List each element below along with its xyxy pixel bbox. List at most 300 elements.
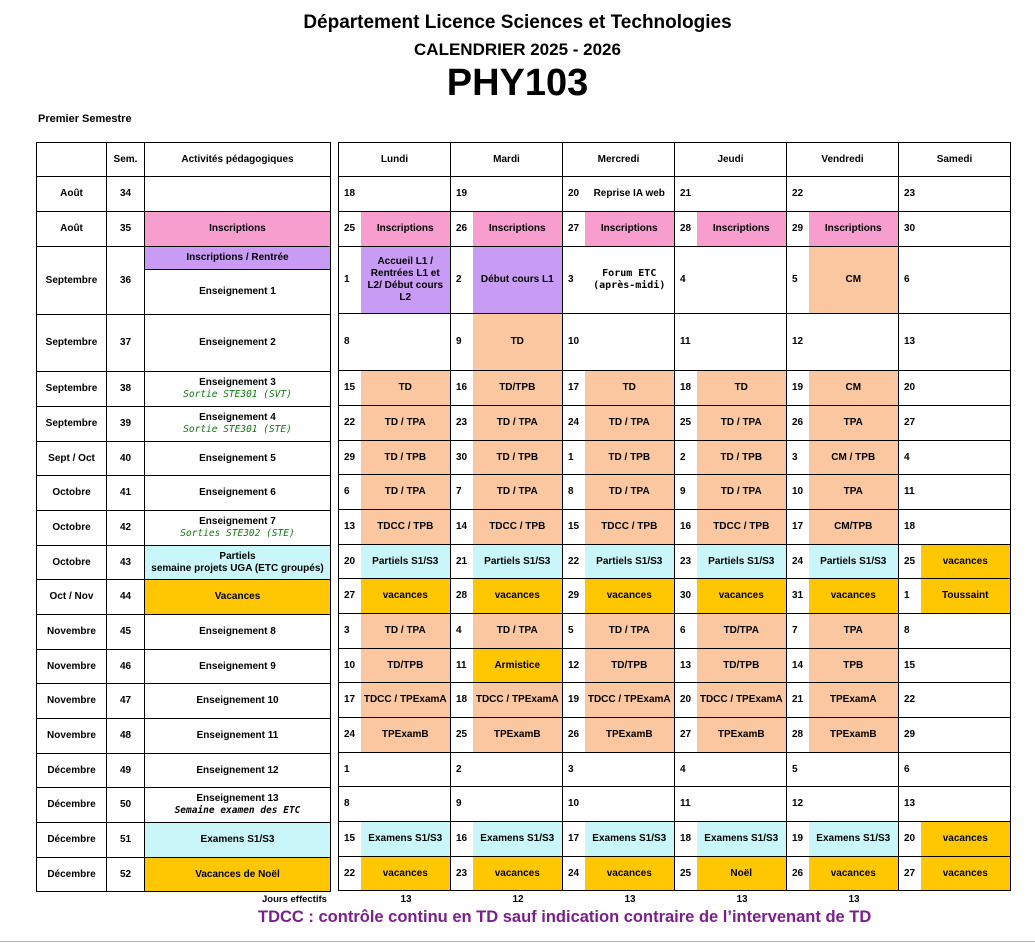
activity-cell	[145, 684, 331, 719]
date-number: 21	[675, 177, 697, 212]
activity-exam-note: Semaine examen des ETC	[174, 805, 301, 817]
date-number: 29	[339, 441, 361, 475]
jours-effectifs-label: Jours effectifs	[262, 894, 327, 905]
day-activity-mardi: TD	[473, 314, 563, 371]
activity-cell	[145, 372, 331, 407]
day-activity-mardi	[473, 787, 563, 822]
date-number: 13	[675, 649, 697, 683]
date-number: 28	[451, 579, 473, 614]
activity-label: Enseignement 3	[199, 377, 276, 389]
activities-header: Activités pédagogiques	[145, 143, 331, 177]
date-number: 16	[451, 822, 473, 857]
date-number: 28	[787, 718, 809, 753]
day-activity-mardi	[473, 753, 563, 787]
jours-effectifs-vendredi: 13	[848, 894, 860, 905]
day-activity-mercredi: TPExamB	[585, 718, 675, 753]
day-activity-jeudi: TD/TPB	[697, 649, 787, 683]
date-number: 26	[787, 857, 809, 891]
date-number: 4	[675, 753, 697, 787]
week-row	[37, 719, 331, 754]
day-activity-jeudi: TDCC / TPB	[697, 510, 787, 545]
activity-cell	[145, 315, 331, 372]
calendar-week-row	[339, 753, 1011, 787]
day-header-jeudi: Jeudi	[675, 143, 787, 177]
day-activity-lundi: vacances	[361, 857, 451, 891]
date-number: 31	[787, 579, 809, 614]
date-number: 11	[451, 649, 473, 683]
calendar-week-row	[339, 822, 1011, 857]
date-number: 29	[787, 212, 809, 247]
day-activity-mardi: TDCC / TPExamA	[473, 683, 563, 718]
date-number: 16	[451, 371, 473, 406]
activity-label: Enseignement 4	[199, 412, 276, 424]
date-number: 18	[675, 822, 697, 857]
date-number: 17	[563, 822, 585, 857]
date-number: 5	[787, 247, 809, 314]
activity-cell	[145, 719, 331, 754]
day-activity-mardi: Armistice	[473, 649, 563, 683]
date-number: 1	[339, 247, 361, 314]
jours-effectifs-mardi: 12	[512, 894, 524, 905]
day-activity-samedi: vacances	[921, 857, 1011, 891]
date-number: 20	[899, 371, 921, 406]
date-number: 13	[899, 787, 921, 822]
date-number: 6	[675, 614, 697, 649]
day-activity-mercredi: Partiels S1/S3	[585, 545, 675, 579]
date-number: 20	[899, 822, 921, 857]
sem-number: 47	[107, 684, 145, 719]
activity-label: Enseignement 1	[199, 286, 276, 297]
day-activity-lundi	[361, 787, 451, 822]
date-number: 7	[451, 475, 473, 510]
date-number: 13	[339, 510, 361, 545]
date-number: 27	[563, 212, 585, 247]
activity-cell	[145, 407, 331, 442]
day-activity-samedi	[921, 614, 1011, 649]
day-activity-mardi: TD / TPB	[473, 441, 563, 475]
date-number: 27	[675, 718, 697, 753]
month-cell: Novembre	[37, 719, 107, 754]
activity-label: Enseignement 12	[196, 764, 279, 776]
sem-number: 40	[107, 442, 145, 476]
date-number: 21	[451, 545, 473, 579]
day-activity-samedi	[921, 247, 1011, 314]
day-activity-samedi	[921, 212, 1011, 247]
day-activity-jeudi: TD	[697, 371, 787, 406]
month-cell: Août	[37, 177, 107, 212]
day-activity-mardi: TPExamB	[473, 718, 563, 753]
week-row	[37, 754, 331, 788]
sem-number: 34	[107, 177, 145, 212]
date-number: 24	[563, 406, 585, 441]
day-activity-samedi	[921, 683, 1011, 718]
day-activity-mardi: TDCC / TPB	[473, 510, 563, 545]
date-number: 3	[563, 247, 585, 314]
day-activity-lundi: TD	[361, 371, 451, 406]
day-activity-mercredi: TD	[585, 371, 675, 406]
activity-cell	[145, 823, 331, 858]
week-row	[37, 247, 331, 315]
date-number: 30	[675, 579, 697, 614]
date-number: 25	[675, 857, 697, 891]
activity-rentree: Inscriptions / Rentrée	[145, 247, 330, 270]
date-number: 15	[899, 649, 921, 683]
date-number: 8	[563, 475, 585, 510]
day-activity-vendredi	[809, 314, 899, 371]
date-number: 23	[899, 177, 921, 212]
date-number: 23	[451, 857, 473, 891]
sem-number: 35	[107, 212, 145, 247]
day-activity-vendredi: Inscriptions	[809, 212, 899, 247]
day-activity-samedi	[921, 475, 1011, 510]
date-number: 21	[787, 683, 809, 718]
week-row	[37, 442, 331, 476]
date-number: 17	[787, 510, 809, 545]
day-activity-vendredi: CM	[809, 247, 899, 314]
sem-header: Sem.	[107, 143, 145, 177]
date-number: 19	[787, 371, 809, 406]
day-header-samedi: Samedi	[899, 143, 1011, 177]
calendar-week-row	[339, 475, 1011, 510]
calendar-week-row	[339, 212, 1011, 247]
date-number: 19	[787, 822, 809, 857]
day-activity-vendredi: TPExamA	[809, 683, 899, 718]
day-activity-mardi: TD / TPA	[473, 614, 563, 649]
date-number: 11	[675, 314, 697, 371]
day-activity-mercredi: Reprise IA web	[585, 177, 675, 212]
day-activity-vendredi: Examens S1/S3	[809, 822, 899, 857]
sem-number: 41	[107, 476, 145, 511]
day-activity-jeudi	[697, 247, 787, 314]
activity-cell	[145, 650, 331, 684]
date-number: 30	[451, 441, 473, 475]
month-cell: Septembre	[37, 247, 107, 315]
day-activity-mercredi: TDCC / TPExamA	[585, 683, 675, 718]
week-row	[37, 315, 331, 372]
activity-cell	[145, 580, 331, 615]
date-number: 27	[339, 579, 361, 614]
month-cell: Septembre	[37, 372, 107, 407]
activity-cell	[145, 511, 331, 546]
date-number: 22	[899, 683, 921, 718]
activity-sortie: Sortie STE301 (SVT)	[183, 389, 292, 401]
month-cell: Novembre	[37, 684, 107, 719]
sem-number: 51	[107, 823, 145, 858]
calendar-week-row	[339, 510, 1011, 545]
day-activity-jeudi	[697, 753, 787, 787]
date-number: 24	[339, 718, 361, 753]
month-cell: Décembre	[37, 823, 107, 858]
date-number: 25	[451, 718, 473, 753]
day-activity-vendredi: TPB	[809, 649, 899, 683]
activity-label: Enseignement 2	[199, 337, 276, 348]
sem-number: 38	[107, 372, 145, 407]
day-activity-mardi: Examens S1/S3	[473, 822, 563, 857]
day-activity-mercredi: vacances	[585, 579, 675, 614]
course-title: PHY103	[446, 62, 589, 104]
date-number: 1	[563, 441, 585, 475]
date-number: 12	[787, 314, 809, 371]
day-activity-mercredi: TD / TPA	[585, 475, 675, 510]
date-number: 3	[787, 441, 809, 475]
day-activity-samedi	[921, 718, 1011, 753]
day-activity-lundi: TD/TPB	[361, 649, 451, 683]
calendar-week-row	[339, 177, 1011, 212]
date-number: 30	[899, 212, 921, 247]
date-number: 14	[451, 510, 473, 545]
day-activity-jeudi	[697, 787, 787, 822]
day-activity-samedi	[921, 753, 1011, 787]
day-activity-samedi	[921, 406, 1011, 441]
sem-number: 50	[107, 788, 145, 823]
month-header	[37, 143, 107, 177]
activity-label: Vacances de Noël	[195, 868, 280, 880]
sem-number: 48	[107, 719, 145, 754]
activity-label: Enseignement 10	[196, 695, 279, 706]
activity-cell	[145, 247, 331, 315]
date-number: 5	[563, 614, 585, 649]
day-activity-jeudi: TD / TPB	[697, 441, 787, 475]
day-activity-mardi: vacances	[473, 579, 563, 614]
date-number: 6	[899, 753, 921, 787]
day-activity-jeudi: TD / TPA	[697, 475, 787, 510]
day-activity-samedi	[921, 177, 1011, 212]
day-activity-vendredi: vacances	[809, 857, 899, 891]
date-number: 3	[563, 753, 585, 787]
day-activity-jeudi	[697, 177, 787, 212]
date-number: 4	[899, 441, 921, 475]
day-activity-lundi: TD / TPB	[361, 441, 451, 475]
date-number: 22	[339, 406, 361, 441]
date-number: 18	[451, 683, 473, 718]
day-activity-jeudi: Partiels S1/S3	[697, 545, 787, 579]
sem-number: 39	[107, 407, 145, 442]
day-activity-vendredi: CM/TPB	[809, 510, 899, 545]
day-activity-jeudi: vacances	[697, 579, 787, 614]
calendar-title: CALENDRIER 2025 - 2026	[414, 40, 621, 59]
day-activity-samedi	[921, 649, 1011, 683]
activity-label: Inscriptions	[209, 223, 266, 234]
day-activity-mercredi	[585, 753, 675, 787]
sem-number: 45	[107, 615, 145, 650]
day-header-mercredi: Mercredi	[563, 143, 675, 177]
day-activity-vendredi: CM / TPB	[809, 441, 899, 475]
week-row	[37, 177, 331, 212]
month-cell: Oct / Nov	[37, 580, 107, 615]
date-number: 19	[563, 683, 585, 718]
date-number: 26	[787, 406, 809, 441]
day-activity-samedi	[921, 314, 1011, 371]
date-number: 17	[563, 371, 585, 406]
activity-label-line2: semaine projets UGA (ETC groupés)	[151, 562, 324, 574]
month-cell: Novembre	[37, 650, 107, 684]
day-activity-lundi: TDCC / TPB	[361, 510, 451, 545]
day-activity-jeudi: Noël	[697, 857, 787, 891]
day-header-lundi: Lundi	[339, 143, 451, 177]
date-number: 19	[451, 177, 473, 212]
day-activity-lundi: Examens S1/S3	[361, 822, 451, 857]
date-number: 18	[675, 371, 697, 406]
date-number: 11	[899, 475, 921, 510]
month-cell: Décembre	[37, 788, 107, 823]
day-activity-samedi	[921, 787, 1011, 822]
sem-number: 46	[107, 650, 145, 684]
date-number: 20	[563, 177, 585, 212]
week-row	[37, 511, 331, 546]
week-row	[37, 407, 331, 442]
date-number: 17	[339, 683, 361, 718]
day-activity-vendredi: Partiels S1/S3	[809, 545, 899, 579]
date-number: 22	[339, 857, 361, 891]
date-number: 9	[675, 475, 697, 510]
activity-cell	[145, 546, 331, 580]
activity-label: Enseignement 8	[199, 626, 276, 637]
month-cell: Août	[37, 212, 107, 247]
day-activity-lundi	[361, 314, 451, 371]
calendar-week-row	[339, 649, 1011, 683]
date-number: 29	[899, 718, 921, 753]
day-activity-vendredi: TPExamB	[809, 718, 899, 753]
sem-number: 37	[107, 315, 145, 372]
month-cell: Septembre	[37, 315, 107, 372]
week-row	[37, 476, 331, 511]
calendar-week-row	[339, 718, 1011, 753]
date-number: 3	[339, 614, 361, 649]
month-cell: Décembre	[37, 858, 107, 892]
calendar-week-row	[339, 247, 1011, 314]
date-number: 2	[451, 753, 473, 787]
activity-label: Enseignement 6	[199, 487, 276, 498]
date-number: 27	[899, 406, 921, 441]
day-activity-jeudi: Examens S1/S3	[697, 822, 787, 857]
date-number: 2	[675, 441, 697, 475]
date-number: 8	[899, 614, 921, 649]
date-number: 2	[451, 247, 473, 314]
page-divider	[0, 941, 1035, 942]
footnote: TDCC : contrôle continu en TD sauf indication contraire de l’intervenant de TD	[258, 908, 872, 926]
day-activity-lundi: Partiels S1/S3	[361, 545, 451, 579]
semester-label: Premier Semestre	[38, 113, 132, 125]
day-activity-lundi: TD / TPA	[361, 406, 451, 441]
week-row	[37, 650, 331, 684]
month-cell: Octobre	[37, 546, 107, 580]
day-activity-mercredi: TDCC / TPB	[585, 510, 675, 545]
activity-cell	[145, 442, 331, 476]
week-row	[37, 823, 331, 858]
activity-cell	[145, 754, 331, 788]
sem-number: 44	[107, 580, 145, 615]
date-number: 1	[339, 753, 361, 787]
date-number: 23	[675, 545, 697, 579]
day-activity-mardi	[473, 177, 563, 212]
day-activity-mardi: vacances	[473, 857, 563, 891]
date-number: 15	[339, 371, 361, 406]
day-activity-mercredi	[585, 787, 675, 822]
date-number: 22	[563, 545, 585, 579]
calendar-week-row	[339, 545, 1011, 579]
sem-number: 42	[107, 511, 145, 546]
date-number: 4	[675, 247, 697, 314]
date-number: 9	[451, 787, 473, 822]
date-number: 15	[563, 510, 585, 545]
month-cell: Octobre	[37, 511, 107, 546]
activity-cell	[145, 476, 331, 511]
activity-label: Enseignement 7	[199, 516, 276, 528]
day-activity-vendredi: CM	[809, 371, 899, 406]
day-activity-lundi: Inscriptions	[361, 212, 451, 247]
sem-number: 43	[107, 546, 145, 580]
day-activity-mercredi: TD / TPB	[585, 441, 675, 475]
week-row	[37, 580, 331, 615]
calendar-week-row	[339, 614, 1011, 649]
activities-header-row	[37, 143, 331, 177]
day-activity-jeudi: Inscriptions	[697, 212, 787, 247]
date-number: 6	[339, 475, 361, 510]
date-number: 14	[787, 649, 809, 683]
day-activity-mardi: Inscriptions	[473, 212, 563, 247]
day-activity-mardi: TD / TPA	[473, 475, 563, 510]
day-activity-lundi: TDCC / TPExamA	[361, 683, 451, 718]
department-title: Département Licence Sciences et Technologies	[303, 12, 732, 33]
day-activity-vendredi	[809, 787, 899, 822]
date-number: 13	[899, 314, 921, 371]
day-activity-samedi: vacances	[921, 822, 1011, 857]
day-activity-vendredi: vacances	[809, 579, 899, 614]
date-number: 20	[339, 545, 361, 579]
activities-table	[36, 142, 331, 892]
weekly-calendar-table	[338, 142, 1011, 891]
date-number: 25	[675, 406, 697, 441]
jours-effectifs-jeudi: 13	[736, 894, 748, 905]
date-number: 22	[787, 177, 809, 212]
month-cell: Décembre	[37, 754, 107, 788]
day-activity-mercredi: Forum ETC (après-midi)	[585, 247, 675, 314]
date-number: 18	[899, 510, 921, 545]
day-activity-jeudi: TD / TPA	[697, 406, 787, 441]
activity-label: Enseignement 13	[196, 793, 279, 805]
activity-cell	[145, 788, 331, 823]
activity-label: Vacances	[214, 591, 261, 602]
date-number: 20	[675, 683, 697, 718]
activity-label: Enseignement 9	[199, 660, 276, 672]
date-number: 6	[899, 247, 921, 314]
day-activity-vendredi	[809, 753, 899, 787]
date-number: 16	[675, 510, 697, 545]
date-number: 11	[675, 787, 697, 822]
calendar-week-row	[339, 857, 1011, 891]
day-activity-mercredi: TD / TPA	[585, 614, 675, 649]
date-number: 7	[787, 614, 809, 649]
date-number: 26	[451, 212, 473, 247]
week-row	[37, 858, 331, 892]
activity-cell	[145, 212, 331, 247]
calendar-week-row	[339, 371, 1011, 406]
week-row	[37, 615, 331, 650]
date-number: 10	[787, 475, 809, 510]
activity-sortie: Sorties STE302 (STE)	[180, 528, 295, 540]
month-cell: Octobre	[37, 476, 107, 511]
date-number: 25	[899, 545, 921, 579]
day-activity-mardi: Début cours L1	[473, 247, 563, 314]
activity-label: Enseignement 11	[196, 730, 279, 741]
day-activity-lundi	[361, 753, 451, 787]
day-activity-mercredi	[585, 314, 675, 371]
day-activity-vendredi	[809, 177, 899, 212]
calendar-week-row	[339, 579, 1011, 614]
day-activity-mercredi: Inscriptions	[585, 212, 675, 247]
day-activity-lundi: TPExamB	[361, 718, 451, 753]
date-number: 15	[339, 822, 361, 857]
